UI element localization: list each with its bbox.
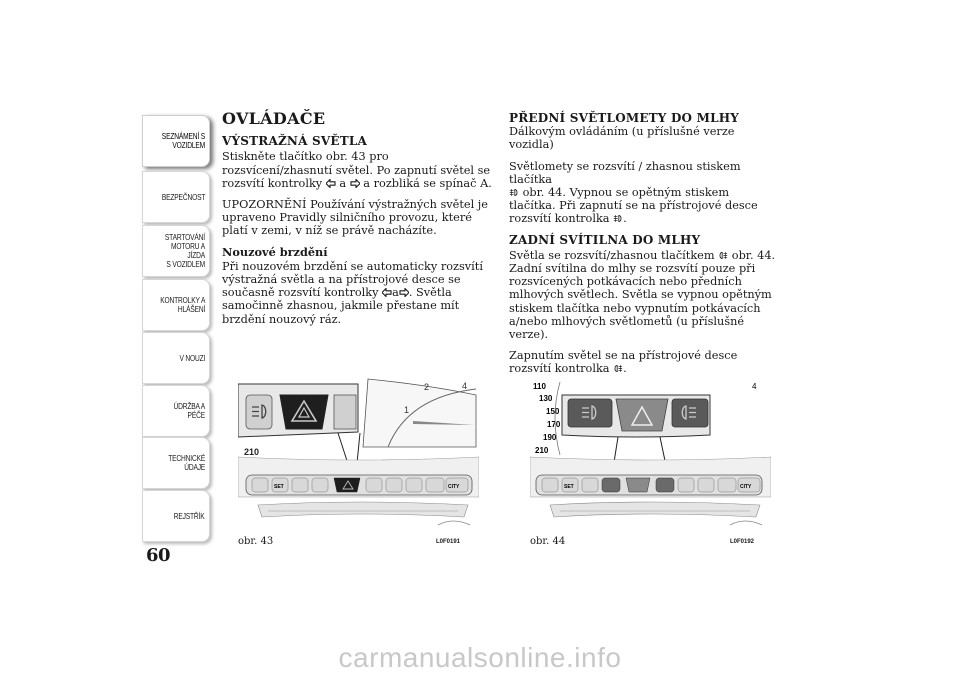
turn-signal-left-icon xyxy=(382,288,392,297)
figure-code: L0F0191 xyxy=(436,539,461,545)
speed-label: 130 xyxy=(539,394,553,403)
front-fog-heading: PŘEDNÍ SVĚTLOMETY DO MLHY xyxy=(509,111,740,125)
speed-label: 150 xyxy=(546,407,560,416)
btn-label: SET xyxy=(564,484,574,490)
speed-label: 110 xyxy=(533,382,546,391)
front-fog-button[interactable] xyxy=(602,478,620,492)
turn-signal-right-icon xyxy=(350,179,360,188)
sidebar-item-rejstrik[interactable] xyxy=(142,490,210,542)
speed-label: 4 xyxy=(752,382,757,391)
sidebar-item-label: V NOUZI xyxy=(179,352,205,363)
speed-label: 190 xyxy=(543,433,557,442)
sidebar-item-udrzba[interactable] xyxy=(142,385,210,437)
right-column xyxy=(509,112,779,384)
figure-code: L0F0192 xyxy=(730,539,755,545)
text: . xyxy=(623,212,627,226)
rear-fog-light-icon xyxy=(613,364,623,373)
rear-fog-light-icon xyxy=(718,251,728,260)
page-title: OVLÁDAČE xyxy=(222,109,326,128)
sidebar-item-label: REJSTŘÍK xyxy=(174,510,205,521)
zoom-front-fog-button xyxy=(568,399,612,427)
text: . xyxy=(623,362,627,376)
rear-fog-paragraph-2 xyxy=(509,349,779,375)
rear-fog-paragraph xyxy=(509,249,779,341)
sidebar-item-seznameni[interactable] xyxy=(142,115,210,167)
figure-caption: obr. 43 xyxy=(238,536,274,547)
rear-fog-button[interactable] xyxy=(656,478,674,492)
text: Světlomety se rozsvítí / zhasnou stiskem tlačítka xyxy=(509,159,741,186)
speed-label: 170 xyxy=(547,420,561,429)
warning-paragraph: UPOZORNĚNÍ Používání výstražných světel je upraveno Pravidly silničního provozu, které platí v zemi, v níž se právě nacházíte. xyxy=(222,198,488,238)
text: obr. 44. Vypnou se opětným stiskem tlačítka. Při zapnutí se na přístrojové desce rozsvítí kontrolka xyxy=(509,186,758,226)
hazard-paragraph xyxy=(222,150,492,190)
text: a xyxy=(392,286,399,300)
front-fog-paragraph xyxy=(509,160,779,226)
speed-label: 210 xyxy=(535,446,549,455)
sidebar-item-v-nouzi[interactable] xyxy=(142,332,210,384)
sidebar-item-label: BEZPEČNOST xyxy=(161,191,205,202)
sidebar-item-label: STARTOVÁNÍ MOTORU A JÍZDA S VOZIDLEM xyxy=(164,232,205,269)
front-fog-light-icon xyxy=(613,214,623,223)
front-fog-light-icon xyxy=(509,188,519,197)
speed-label: 4 xyxy=(462,381,468,391)
text: a rozbliká se spínač A. xyxy=(359,176,492,190)
dashboard-illustration xyxy=(238,377,479,540)
emergency-heading: Nouzové brzdění xyxy=(222,244,328,259)
text: . Světla samočinně zhasnou, jakmile přestane mít brzdění nouzový ráz. xyxy=(222,286,460,326)
speed-label: 1 xyxy=(404,405,410,415)
hazard-button[interactable] xyxy=(334,478,360,492)
text: Stiskněte tlačítko obr. 43 pro rozsvícení/zhasnutí světel. Po zapnutí světel se rozsvítí kontrolky xyxy=(222,150,491,190)
text: Při nouzovém brzdění se automaticky rozsvítí výstražná světla a na přístrojové desce se současně rozsvítí kontrolky xyxy=(222,259,483,300)
watermark: carmanualsonline.info xyxy=(338,642,622,673)
text: Světla se rozsvítí/zhasnou tlačítkem xyxy=(509,248,719,262)
page-number: 60 xyxy=(146,545,171,566)
sidebar-item-startovani[interactable] xyxy=(142,225,210,277)
sidebar-item-label: SEZNÁMENÍ S VOZIDLEM xyxy=(161,131,205,150)
sidebar-item-label: TECHNICKÉ ÚDAJE xyxy=(168,453,205,472)
front-fog-subtitle: Dálkovým ovládáním (u příslušné verze vozidla) xyxy=(509,125,735,152)
sidebar-item-bezpecnost[interactable] xyxy=(142,171,210,223)
text: a xyxy=(335,176,350,190)
sidebar-item-label: KONTROLKY A HLÁŠENÍ xyxy=(160,295,205,314)
rear-fog-heading: ZADNÍ SVÍTILNA DO MLHY xyxy=(509,232,701,247)
speed-label: 210 xyxy=(244,447,260,457)
sidebar-item-technicke[interactable] xyxy=(142,437,210,489)
btn-label: SET xyxy=(274,484,284,490)
turn-signal-right-icon xyxy=(399,288,409,297)
speed-label: 2 xyxy=(424,382,430,392)
btn-label: CITY xyxy=(740,484,752,490)
btn-label: CITY xyxy=(448,484,460,490)
text: obr. 44. Zadní svítilna do mlhy se rozsvítí pouze při rozsvícených potkávacích nebo předních mlhových světlech. Světla se vypnou opětným stiskem tlačítka nebo vypnutím potkávacích a/nebo mlhových světlometů (u příslušné verze). xyxy=(509,248,776,342)
text: Zapnutím světel se na přístrojové desce rozsvítí kontrolka xyxy=(509,349,738,376)
figure-44-fog-buttons xyxy=(530,377,771,547)
sidebar-item-label: ÚDRŽBA A PÉČE xyxy=(173,401,205,420)
figure-43-hazard-button xyxy=(238,377,479,547)
sidebar-item-kontrolky[interactable] xyxy=(142,279,210,331)
left-column xyxy=(222,109,492,334)
emergency-paragraph xyxy=(222,260,492,326)
hazard-heading: VÝSTRAŽNÁ SVĚTLA xyxy=(222,134,367,149)
dashboard-illustration xyxy=(530,377,771,540)
figure-caption: obr. 44 xyxy=(530,536,566,547)
turn-signal-left-icon xyxy=(326,179,336,188)
